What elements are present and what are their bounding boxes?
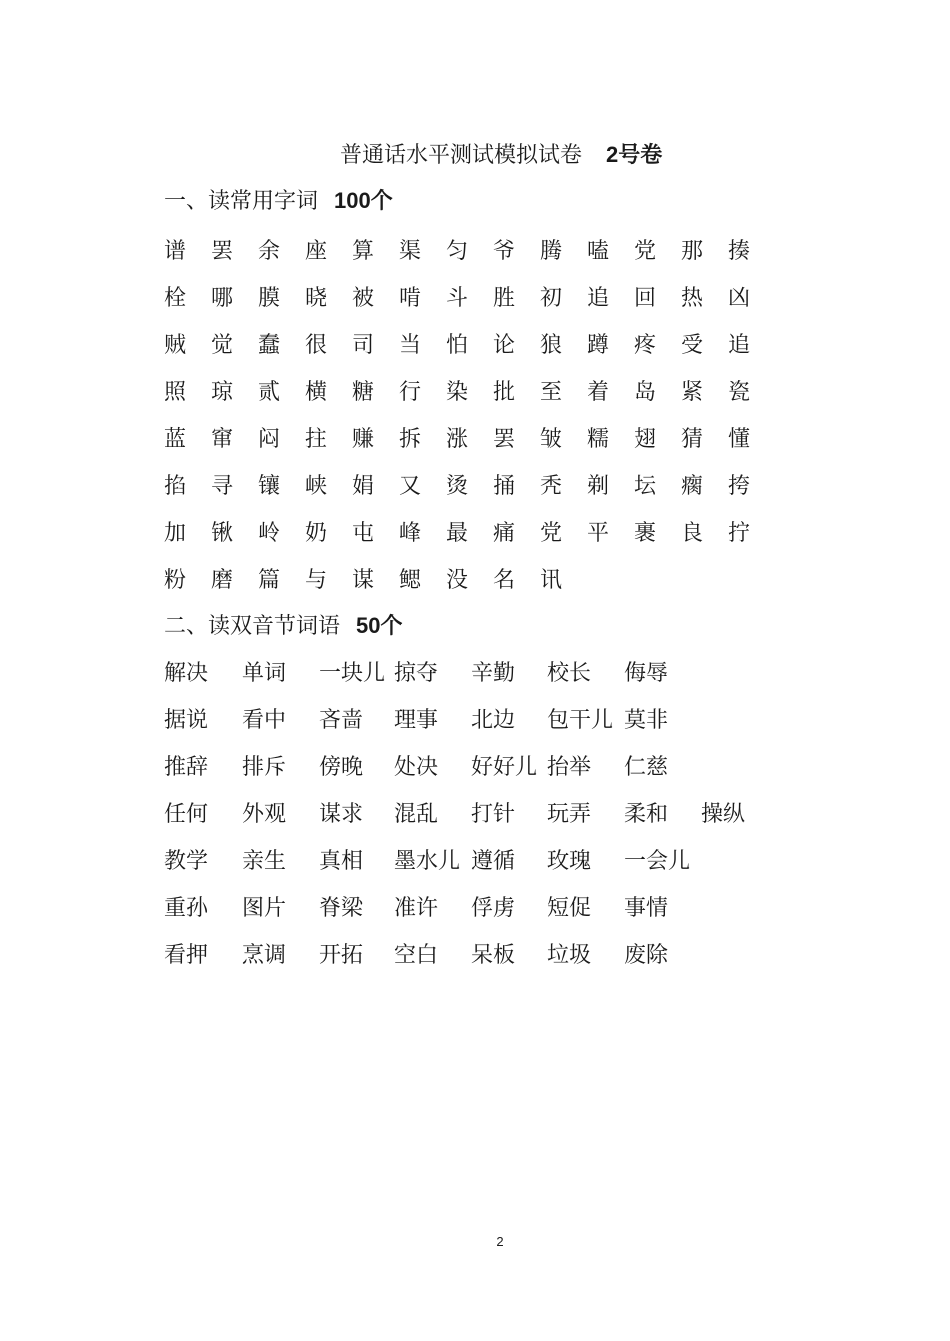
word-item: 据说 <box>164 707 209 733</box>
word-item: 垃圾 <box>547 942 592 968</box>
section-2-count: 50个 <box>356 613 403 638</box>
word-item: 一块儿 <box>319 660 386 686</box>
character-item: 秃 <box>540 473 563 499</box>
word-row <box>164 838 804 885</box>
character-item: 锹 <box>211 520 234 546</box>
character-item: 捅 <box>493 473 516 499</box>
character-item: 司 <box>352 332 375 358</box>
character-item: 啃 <box>399 285 422 311</box>
word-item: 谋求 <box>319 801 364 827</box>
character-item: 鳃 <box>399 567 422 593</box>
word-row <box>164 791 804 838</box>
character-item: 赚 <box>352 426 375 452</box>
character-item: 横 <box>305 379 328 405</box>
character-item: 窜 <box>211 426 234 452</box>
character-item: 很 <box>305 332 328 358</box>
page-number: 2 <box>496 1234 504 1249</box>
word-item: 操纵 <box>701 801 746 827</box>
character-row <box>164 557 784 604</box>
character-item: 觉 <box>211 332 234 358</box>
character-item: 闷 <box>258 426 281 452</box>
character-item: 峰 <box>399 520 422 546</box>
word-item: 校长 <box>547 660 592 686</box>
character-item: 良 <box>681 520 704 546</box>
character-item: 算 <box>352 238 375 264</box>
word-item: 处决 <box>394 754 439 780</box>
word-item: 教学 <box>164 848 209 874</box>
character-item: 怕 <box>446 332 469 358</box>
word-item: 仁慈 <box>624 754 669 780</box>
character-item: 粉 <box>164 567 187 593</box>
character-row <box>164 416 784 463</box>
word-item: 玫瑰 <box>547 848 592 874</box>
word-row <box>164 744 804 791</box>
character-item: 凶 <box>728 285 751 311</box>
character-item: 初 <box>540 285 563 311</box>
character-item: 行 <box>399 379 422 405</box>
word-item: 准许 <box>394 895 439 921</box>
character-item: 猜 <box>681 426 704 452</box>
character-row <box>164 228 784 275</box>
word-item: 重孙 <box>164 895 209 921</box>
character-grid <box>164 228 784 604</box>
character-item: 余 <box>258 238 281 264</box>
character-item: 狼 <box>540 332 563 358</box>
word-item: 包干儿 <box>547 707 614 733</box>
character-item: 爷 <box>493 238 516 264</box>
character-item: 糯 <box>587 426 610 452</box>
character-item: 疼 <box>634 332 657 358</box>
page-title <box>340 138 662 173</box>
character-item: 糖 <box>352 379 375 405</box>
character-item: 蠢 <box>258 332 281 358</box>
word-item: 玩弄 <box>547 801 592 827</box>
character-item: 那 <box>681 238 704 264</box>
word-item: 任何 <box>164 801 209 827</box>
character-item: 坛 <box>634 473 657 499</box>
section-2-heading-text: 二、读双音节词语 <box>164 614 341 639</box>
character-item: 掐 <box>164 473 187 499</box>
word-item: 烹调 <box>242 942 287 968</box>
word-item: 外观 <box>242 801 287 827</box>
character-item: 热 <box>681 285 704 311</box>
character-item: 匀 <box>446 238 469 264</box>
word-item: 傍晚 <box>319 754 364 780</box>
character-row <box>164 463 784 510</box>
character-item: 斗 <box>446 285 469 311</box>
character-item: 揍 <box>728 238 751 264</box>
word-item: 图片 <box>242 895 287 921</box>
word-item: 侮辱 <box>624 660 669 686</box>
word-item: 解决 <box>164 660 209 686</box>
word-item: 废除 <box>624 942 669 968</box>
character-item: 与 <box>305 567 328 593</box>
word-row <box>164 885 804 932</box>
character-item: 烫 <box>446 473 469 499</box>
word-item: 墨水儿 <box>394 848 461 874</box>
word-item: 打针 <box>471 801 516 827</box>
character-item: 追 <box>728 332 751 358</box>
character-item: 论 <box>493 332 516 358</box>
word-item: 吝啬 <box>319 707 364 733</box>
title-number: 2号卷 <box>606 142 663 167</box>
character-item: 篇 <box>258 567 281 593</box>
word-item: 遵循 <box>471 848 516 874</box>
character-item: 蹲 <box>587 332 610 358</box>
word-row <box>164 932 804 979</box>
character-item: 瘸 <box>681 473 704 499</box>
character-item: 紧 <box>681 379 704 405</box>
word-item: 好好儿 <box>471 754 538 780</box>
character-item: 磨 <box>211 567 234 593</box>
character-item: 膜 <box>258 285 281 311</box>
character-item: 座 <box>305 238 328 264</box>
section-1-heading-text: 一、读常用字词 <box>164 189 319 214</box>
character-item: 贼 <box>164 332 187 358</box>
character-item: 又 <box>399 473 422 499</box>
word-item: 莫非 <box>624 707 669 733</box>
character-item: 挎 <box>728 473 751 499</box>
section-heading-2 <box>164 609 403 644</box>
character-item: 峡 <box>305 473 328 499</box>
character-item: 回 <box>634 285 657 311</box>
character-item: 批 <box>493 379 516 405</box>
character-row <box>164 369 784 416</box>
character-item: 被 <box>352 285 375 311</box>
section-1-count: 100个 <box>334 188 393 213</box>
character-item: 讯 <box>540 567 563 593</box>
character-item: 涨 <box>446 426 469 452</box>
character-item: 晓 <box>305 285 328 311</box>
character-item: 翅 <box>634 426 657 452</box>
character-item: 加 <box>164 520 187 546</box>
word-item: 抬举 <box>547 754 592 780</box>
word-grid <box>164 650 804 979</box>
word-item: 真相 <box>319 848 364 874</box>
word-item: 看中 <box>242 707 287 733</box>
character-item: 当 <box>399 332 422 358</box>
character-item: 党 <box>634 238 657 264</box>
word-row <box>164 650 804 697</box>
section-heading-1 <box>164 184 393 219</box>
character-item: 腾 <box>540 238 563 264</box>
character-item: 岭 <box>258 520 281 546</box>
character-item: 皱 <box>540 426 563 452</box>
character-item: 拄 <box>305 426 328 452</box>
character-item: 拧 <box>728 520 751 546</box>
word-row <box>164 697 804 744</box>
character-item: 寻 <box>211 473 234 499</box>
character-item: 贰 <box>258 379 281 405</box>
character-item: 受 <box>681 332 704 358</box>
character-item: 懂 <box>728 426 751 452</box>
word-item: 理事 <box>394 707 439 733</box>
character-item: 岛 <box>634 379 657 405</box>
character-item: 罢 <box>211 238 234 264</box>
word-item: 短促 <box>547 895 592 921</box>
character-item: 栓 <box>164 285 187 311</box>
character-item: 谱 <box>164 238 187 264</box>
character-item: 党 <box>540 520 563 546</box>
word-item: 空白 <box>394 942 439 968</box>
character-item: 哪 <box>211 285 234 311</box>
character-item: 胜 <box>493 285 516 311</box>
word-item: 一会儿 <box>624 848 691 874</box>
character-item: 拆 <box>399 426 422 452</box>
character-item: 罢 <box>493 426 516 452</box>
character-item: 着 <box>587 379 610 405</box>
word-item: 事情 <box>624 895 669 921</box>
character-item: 剃 <box>587 473 610 499</box>
character-item: 痛 <box>493 520 516 546</box>
character-item: 追 <box>587 285 610 311</box>
character-item: 娟 <box>352 473 375 499</box>
character-item: 裹 <box>634 520 657 546</box>
character-item: 镶 <box>258 473 281 499</box>
word-item: 排斥 <box>242 754 287 780</box>
word-item: 俘虏 <box>471 895 516 921</box>
title-text: 普通话水平测试模拟试卷 <box>340 143 583 168</box>
word-item: 看押 <box>164 942 209 968</box>
word-item: 单词 <box>242 660 287 686</box>
character-item: 照 <box>164 379 187 405</box>
character-item: 屯 <box>352 520 375 546</box>
character-item: 谋 <box>352 567 375 593</box>
word-item: 北边 <box>471 707 516 733</box>
word-item: 辛勤 <box>471 660 516 686</box>
character-item: 没 <box>446 567 469 593</box>
character-item: 琼 <box>211 379 234 405</box>
character-item: 蓝 <box>164 426 187 452</box>
word-item: 开拓 <box>319 942 364 968</box>
word-item: 掠夺 <box>394 660 439 686</box>
character-item: 至 <box>540 379 563 405</box>
character-item: 名 <box>493 567 516 593</box>
character-item: 平 <box>587 520 610 546</box>
word-item: 亲生 <box>242 848 287 874</box>
character-row <box>164 322 784 369</box>
word-item: 呆板 <box>471 942 516 968</box>
word-item: 混乱 <box>394 801 439 827</box>
character-item: 渠 <box>399 238 422 264</box>
character-item: 瓷 <box>728 379 751 405</box>
character-row <box>164 275 784 322</box>
word-item: 柔和 <box>624 801 669 827</box>
character-item: 嗑 <box>587 238 610 264</box>
character-item: 最 <box>446 520 469 546</box>
word-item: 推辞 <box>164 754 209 780</box>
character-item: 奶 <box>305 520 328 546</box>
character-item: 染 <box>446 379 469 405</box>
word-item: 脊梁 <box>319 895 364 921</box>
character-row <box>164 510 784 557</box>
